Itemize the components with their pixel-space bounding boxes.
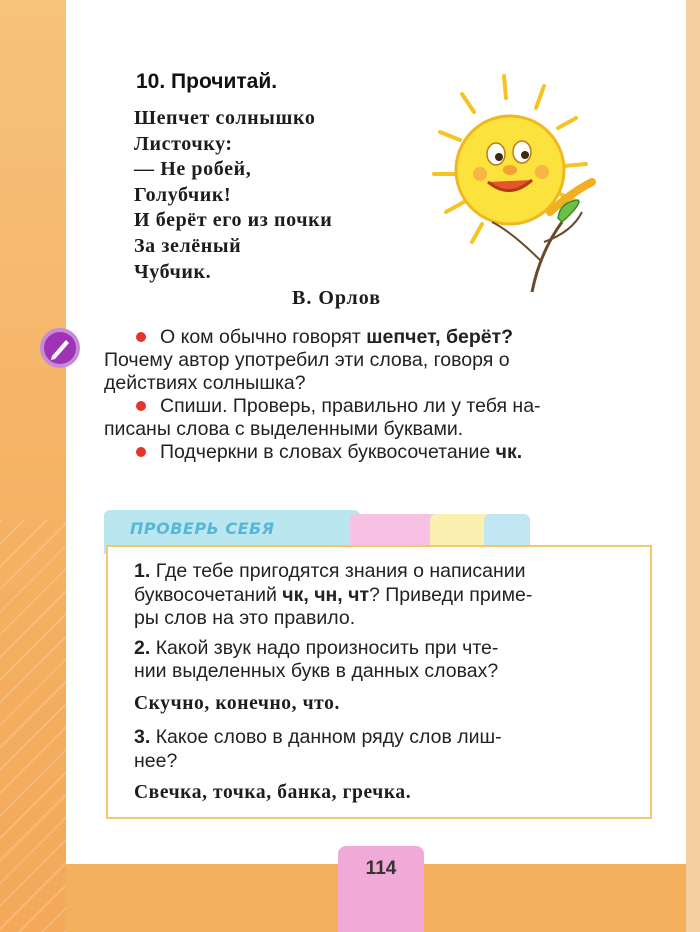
exercise-title: 10. Прочитай. — [136, 70, 278, 93]
task-3 — [104, 441, 652, 464]
question-text: буквосочетаний — [134, 583, 283, 606]
sun-illustration — [432, 72, 612, 302]
background-right — [686, 0, 700, 932]
bullet — [136, 401, 146, 411]
question-2 — [134, 637, 634, 716]
task-1 — [104, 326, 652, 349]
question-text-bold: чк, чн, чт — [282, 583, 370, 606]
task-text: Почему автор употребил эти слова, говоря о — [104, 349, 510, 371]
poem-line: Шепчет солнышко — [134, 107, 316, 129]
task-text: О ком обычно говорят — [160, 326, 367, 348]
poem-line: — Не робей, — [134, 158, 252, 181]
page-number: 114 — [365, 858, 397, 879]
question-text: ры слов на это правило. — [134, 607, 356, 629]
question-text: ? Приведи приме- — [369, 583, 533, 606]
question-number: 1. — [134, 560, 151, 582]
poem-line: И берёт его из почки — [134, 209, 333, 232]
question-3 — [134, 726, 634, 805]
task-text-bold: чк. — [495, 441, 523, 463]
question-number: 3. — [134, 726, 151, 748]
question-1 — [134, 560, 634, 631]
check-yourself-title: ПРОВЕРЬ СЕБЯ — [130, 519, 275, 538]
poem — [134, 106, 332, 285]
task-text: действиях солнышка? — [104, 372, 306, 394]
poem-line: Голубчик! — [134, 183, 232, 206]
question-text: Какое слово в данном ряду слов лиш- — [155, 726, 502, 748]
poem-author: В. Орлов — [292, 287, 382, 309]
pencil-icon — [38, 326, 82, 370]
check-yourself-content — [134, 560, 634, 816]
poem-line: За зелёный — [134, 234, 242, 257]
bullet — [136, 447, 146, 457]
question-text: нии выделенных букв в данных словах? — [134, 660, 499, 682]
question-text: Где тебе пригодятся знания о написании — [155, 560, 526, 582]
task-text-bold: шепчет, берёт? — [366, 326, 514, 348]
example-words: Свечка, точка, банка, гречка. — [134, 782, 412, 803]
poem-line: Чубчик. — [134, 260, 212, 283]
example-words: Скучно, конечно, что. — [134, 692, 340, 714]
question-text: Какой звук надо произносить при чте- — [155, 636, 499, 659]
task-text: Подчеркни в словах буквосочетание — [160, 441, 496, 463]
question-number: 2. — [134, 636, 151, 659]
bullet — [136, 332, 146, 342]
question-text: нее? — [134, 749, 178, 772]
task-text: Спиши. Проверь, правильно ли у тебя на- — [160, 395, 541, 417]
task-text: писаны слова с выделенными буквами. — [104, 418, 464, 440]
poem-line: Листочку: — [134, 132, 233, 155]
task-2 — [104, 395, 652, 418]
tasks — [104, 326, 652, 464]
